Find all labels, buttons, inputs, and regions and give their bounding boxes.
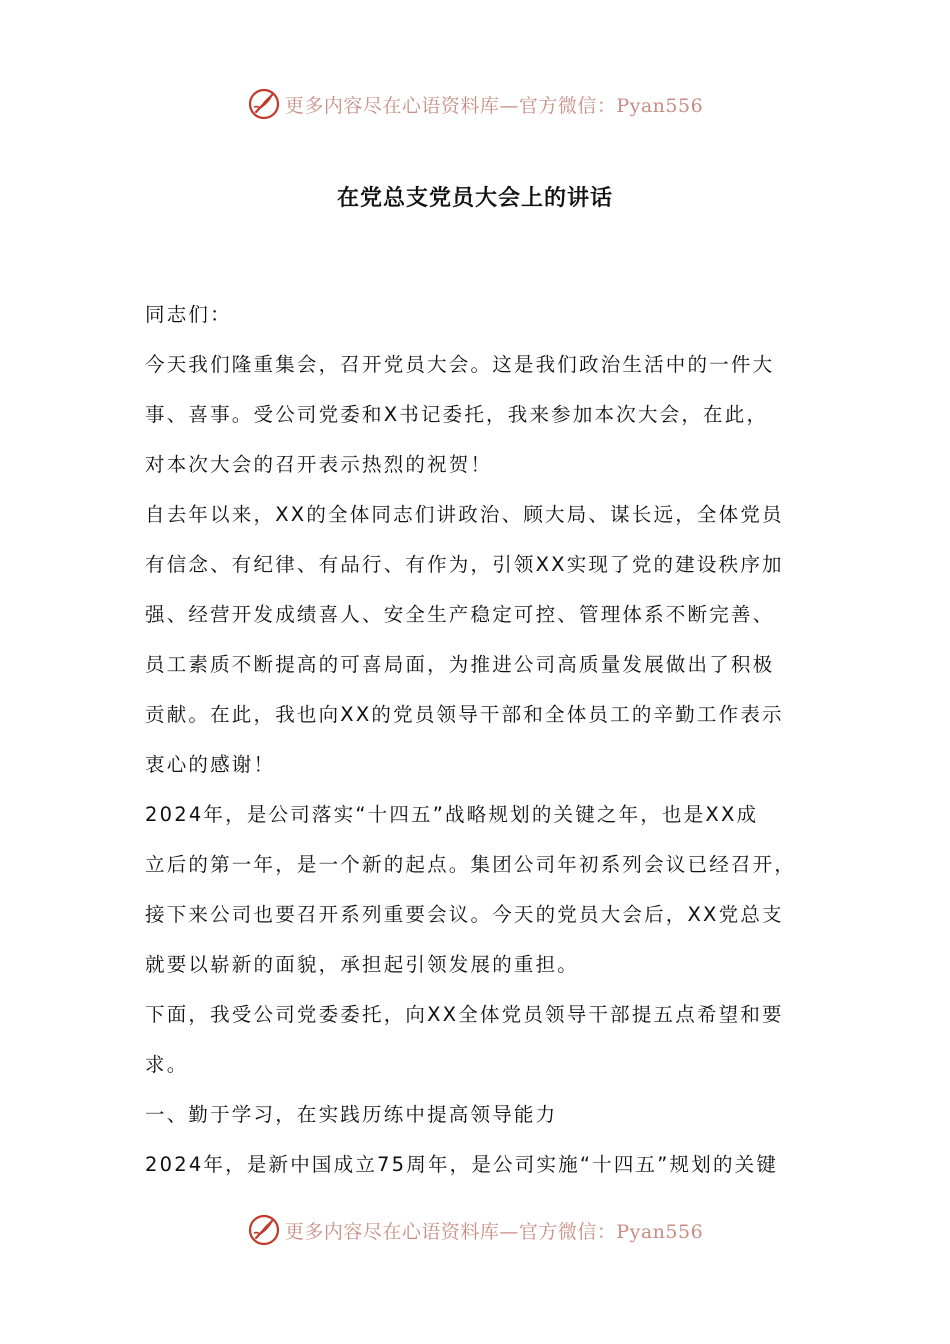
- body-line: 同志们：: [145, 303, 232, 326]
- body-line: 贡献。在此，我也向XX的党员领导干部和全体员工的辛勤工作表示: [145, 703, 784, 726]
- footer-watermark: [0, 1210, 950, 1250]
- watermark-text: 更多内容尽在心语资料库—官方微信：Pyan556: [284, 94, 704, 117]
- body-line: 事、喜事。受公司党委和X书记委托，我来参加本次大会，在此，: [145, 403, 769, 426]
- body-line: 强、经营开发成绩喜人、安全生产稳定可控、管理体系不断完善、: [145, 603, 775, 626]
- body-line: 立后的第一年，是一个新的起点。集团公司年初系列会议已经召开，: [145, 853, 797, 876]
- document-title: 在党总支党员大会上的讲话: [336, 185, 613, 211]
- body-line: 衷心的感谢！: [145, 753, 276, 776]
- header-watermark: [0, 84, 950, 124]
- body-line: 自去年以来，XX的全体同志们讲政治、顾大局、谋长远，全体党员: [145, 503, 784, 526]
- body-line: 员工素质不断提高的可喜局面，为推进公司高质量发展做出了积极: [145, 653, 775, 676]
- body-line: 接下来公司也要召开系列重要会议。今天的党员大会后，XX党总支: [145, 903, 784, 926]
- body-line: 2024年，是新中国成立75周年，是公司实施“十四五”规划的关键: [145, 1153, 779, 1176]
- body-line: 2024年，是公司落实“十四五”战略规划的关键之年，也是XX成: [145, 803, 759, 826]
- body-line: 今天我们隆重集会，召开党员大会。这是我们政治生活中的一件大: [145, 353, 775, 376]
- body-line: 下面，我受公司党委委托，向XX全体党员领导干部提五点希望和要: [145, 1003, 784, 1026]
- document-body: [145, 290, 810, 1190]
- watermark-text: 更多内容尽在心语资料库—官方微信：Pyan556: [284, 1220, 704, 1243]
- body-line: 求。: [145, 1053, 189, 1076]
- body-line: 有信念、有纪律、有品行、有作为，引领XX实现了党的建设秩序加: [145, 553, 784, 576]
- body-line: 对本次大会的召开表示热烈的祝贺！: [145, 453, 493, 476]
- body-line: 就要以崭新的面貌，承担起引领发展的重担。: [145, 953, 580, 976]
- section-heading: 一、勤于学习，在实践历练中提高领导能力: [145, 1103, 558, 1126]
- quill-logo-icon: [247, 87, 281, 121]
- quill-logo-icon: [247, 1213, 281, 1247]
